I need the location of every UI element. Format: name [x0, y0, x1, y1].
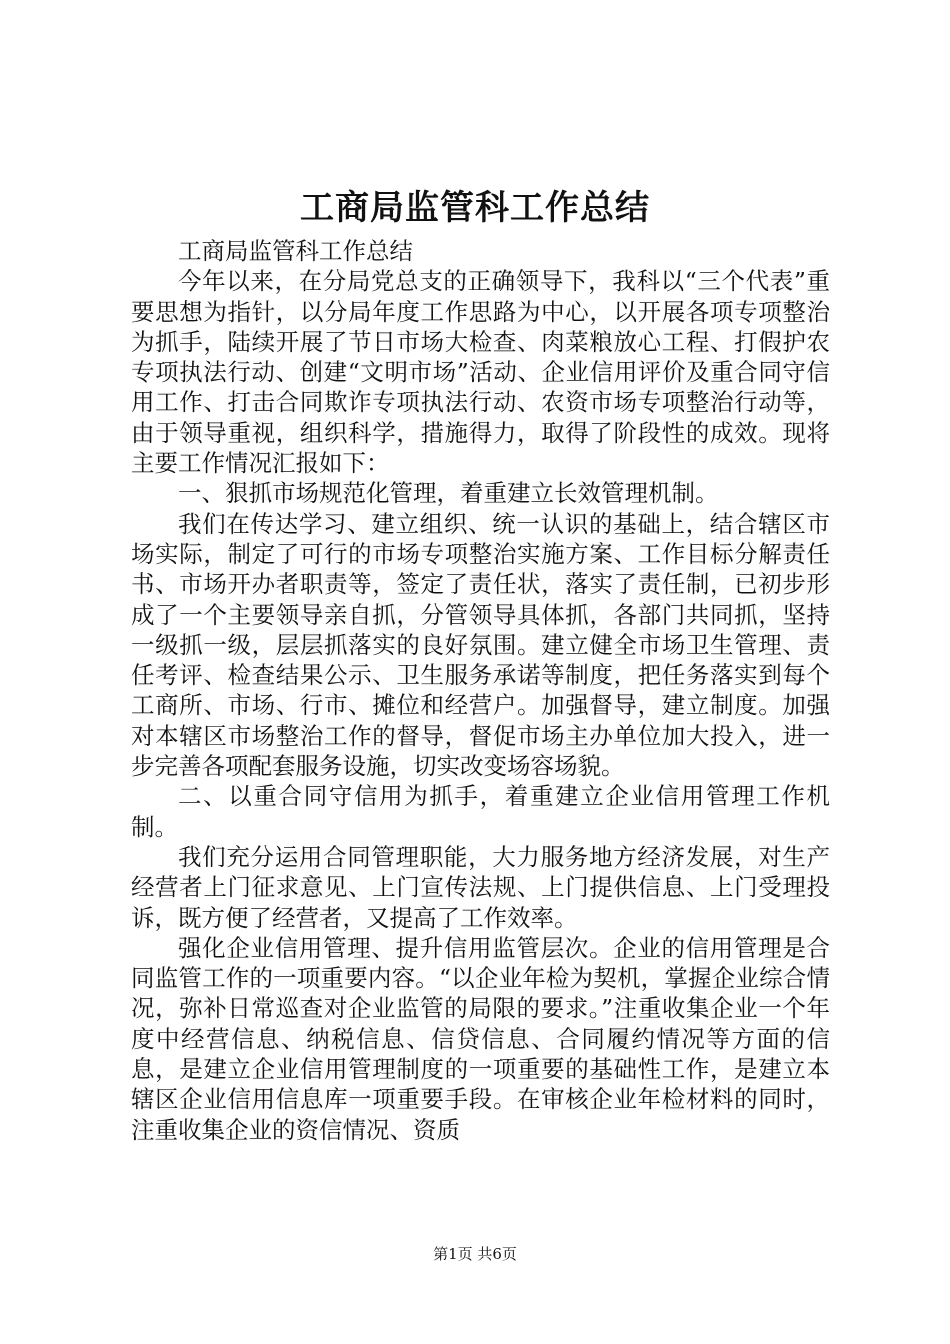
section-heading-1: 一、狠抓市场规范化管理，着重建立长效管理机制。 [178, 479, 719, 508]
paragraph-contract-management: 我们充分运用合同管理职能，大力服务地方经济发展，对生产经营者上门征求意见、上门宣传法规、上门提供信息、上门受理投诉，既方便了经营者，又提高了工作效率。 [131, 842, 830, 932]
document-body [131, 236, 830, 1145]
paragraph-subtitle: 工商局监管科工作总结 [178, 237, 413, 265]
page-number: 第1页 共6页 [433, 1245, 517, 1263]
paragraph-market-management: 我们在传达学习、建立组织、统一认识的基础上，结合辖区市场实际，制定了可行的市场专项整治实施方案、工作目标分解责任书、市场开办者职责等，签定了责任状，落实了责任制，已初步形成了一个主要领导亲自抓，分管领导具体抓，各部门共同抓，坚持一级抓一级，层层抓落实的良好氛围。建立健全市场卫生管理、责任考评、检查结果公示、卫生服务承诺等制度，把任务落实到每个工商所、市场、行市、摊位和经营户。加强督导，建立制度。加强对本辖区市场整治工作的督导，督促市场主办单位加大投入，进一步完善各项配套服务设施，切实改变场容场貌。 [131, 509, 830, 781]
section-heading-2: 二、以重合同守信用为抓手，着重建立企业信用管理工作机制。 [131, 782, 830, 841]
paragraph-intro: 今年以来，在分局党总支的正确领导下，我科以“三个代表”重要思想为指针，以分局年度工作思路为中心，以开展各项专项整治为抓手，陆续开展了节日市场大检查、肉菜粮放心工程、打假护农专项执法行动、创建“文明市场”活动、企业信用评价及重合同守信用工作、打击合同欺诈专项执法行动、农资市场专项整治行动等，由于领导重视，组织科学，措施得力，取得了阶段性的成效。现将主要工作情况汇报如下： [131, 267, 830, 478]
paragraph-credit-management: 强化企业信用管理、提升信用监管层次。企业的信用管理是合同监管工作的一项重要内容。“以企业年检为契机，掌握企业综合情况，弥补日常巡查对企业监管的局限的要求。”注重收集企业一个年度中经营信息、纳税信息、信贷信息、合同履约情况等方面的信息，是建立企业信用管理制度的一项重要的基础性工作，是建立本辖区企业信用信息库一项重要手段。在审核企业年检材料的同时，注重收集企业的资信情况、资质 [131, 933, 830, 1144]
document-title: 工商局监管科工作总结 [300, 188, 650, 228]
